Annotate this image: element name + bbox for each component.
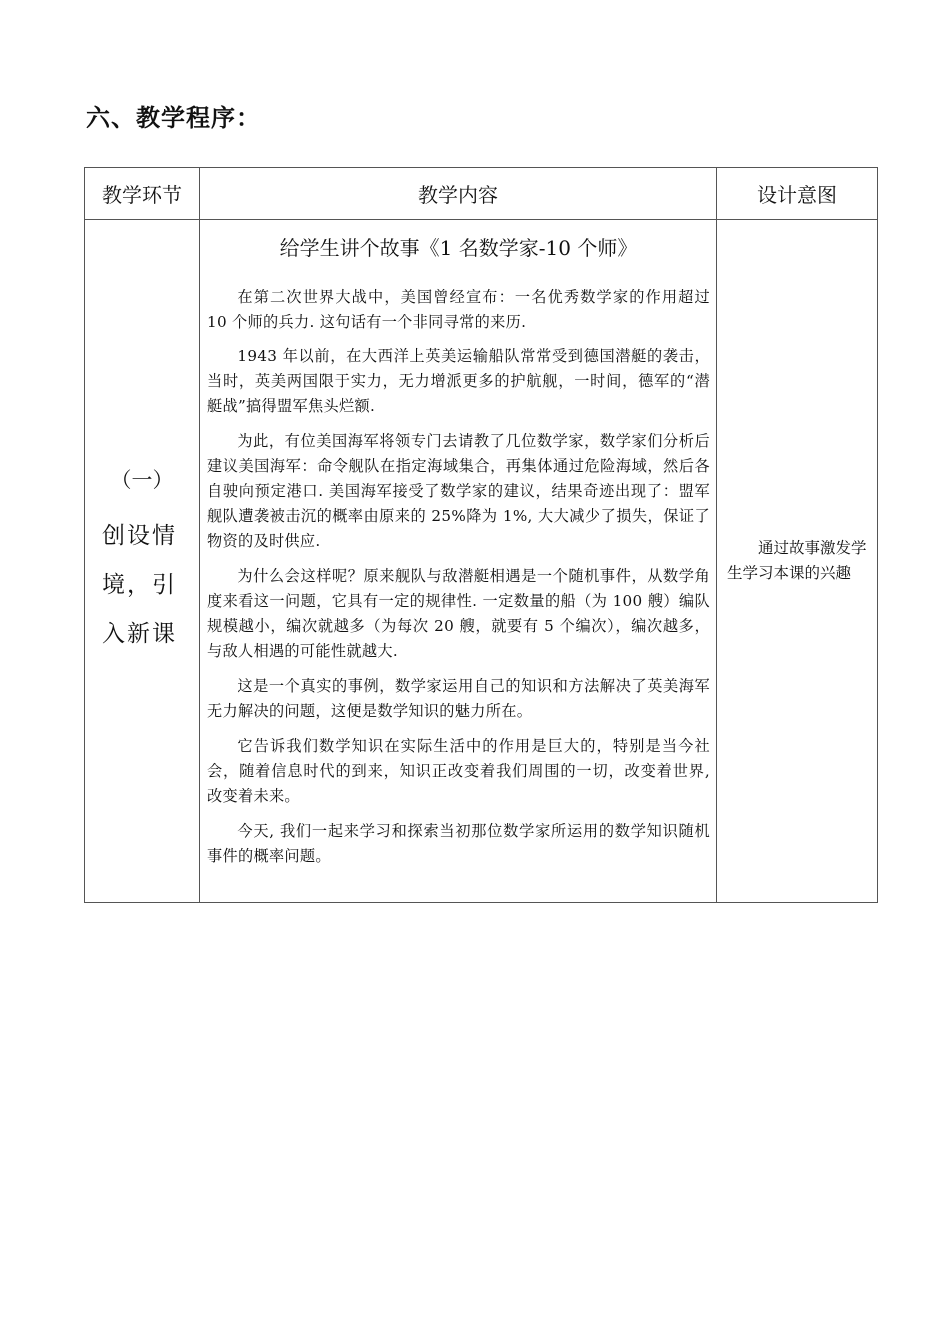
header-teaching-content: 教学内容 (200, 168, 717, 220)
table-row (85, 220, 878, 903)
table-header-row (85, 168, 878, 220)
content-paragraph: 这是一个真实的事例，数学家运用自己的知识和方法解决了英美海军无力解决的问题，这便是数学知识的魅力所在。 (207, 677, 710, 720)
content-paragraph: 为什么会这样呢？原来舰队与敌潜艇相遇是一个随机事件，从数学角度来看这一问题，它具有一定的规律性. 一定数量的船（为 100 艘）编队规模越小，编次就越多（为每次 20 艘，就要有 5 个编次），编次越多，与敌人相遇的可能性就越大. (207, 567, 710, 660)
stage-cell (85, 220, 200, 903)
section-title: 六、教学程序： (86, 104, 261, 132)
content-paragraph: 1943 年以前，在大西洋上英美运输船队常常受到德国潜艇的袭击，当时，英美两国限于实力，无力增派更多的护航舰，一时间，德军的“潜艇战”搞得盟军焦头烂额. (207, 347, 710, 415)
content-paragraph: 在第二次世界大战中，美国曾经宣布：一名优秀数学家的作用超过 10 个师的兵力. 这句话有一个非同寻常的来历. (207, 288, 710, 331)
design-intent-cell: 通过故事激发学生学习本课的兴趣 (717, 220, 878, 903)
stage-number: （一） (110, 467, 174, 492)
story-title: 给学生讲个故事《1 名数学家-10 个师》 (279, 236, 638, 260)
content-paragraph: 今天, 我们一起来学习和探索当初那位数学家所运用的数学知识随机事件的概率问题。 (207, 822, 710, 865)
teaching-procedure-table (84, 167, 878, 903)
content-paragraph: 为此，有位美国海军将领专门去请教了几位数学家，数学家们分析后建议美国海军：命令舰队在指定海域集合，再集体通过危险海域，然后各自驶向预定港口. 美国海军接受了数学家的建议，结果奇迹出现了：盟军舰队遭袭被击沉的概率由原来的 25%降为 1%, 大大减少了损失，保证了物资的及时供应. (207, 432, 710, 550)
header-teaching-stage: 教学环节 (85, 168, 200, 220)
content-paragraph: 它告诉我们数学知识在实际生活中的作用是巨大的，特别是当今社会，随着信息时代的到来，知识正改变着我们周围的一切，改变着世界, 改变着未来。 (207, 737, 710, 805)
content-cell (200, 220, 717, 903)
header-design-intent: 设计意图 (717, 168, 878, 220)
stage-name: 创设情境，引入新课 (102, 522, 177, 647)
